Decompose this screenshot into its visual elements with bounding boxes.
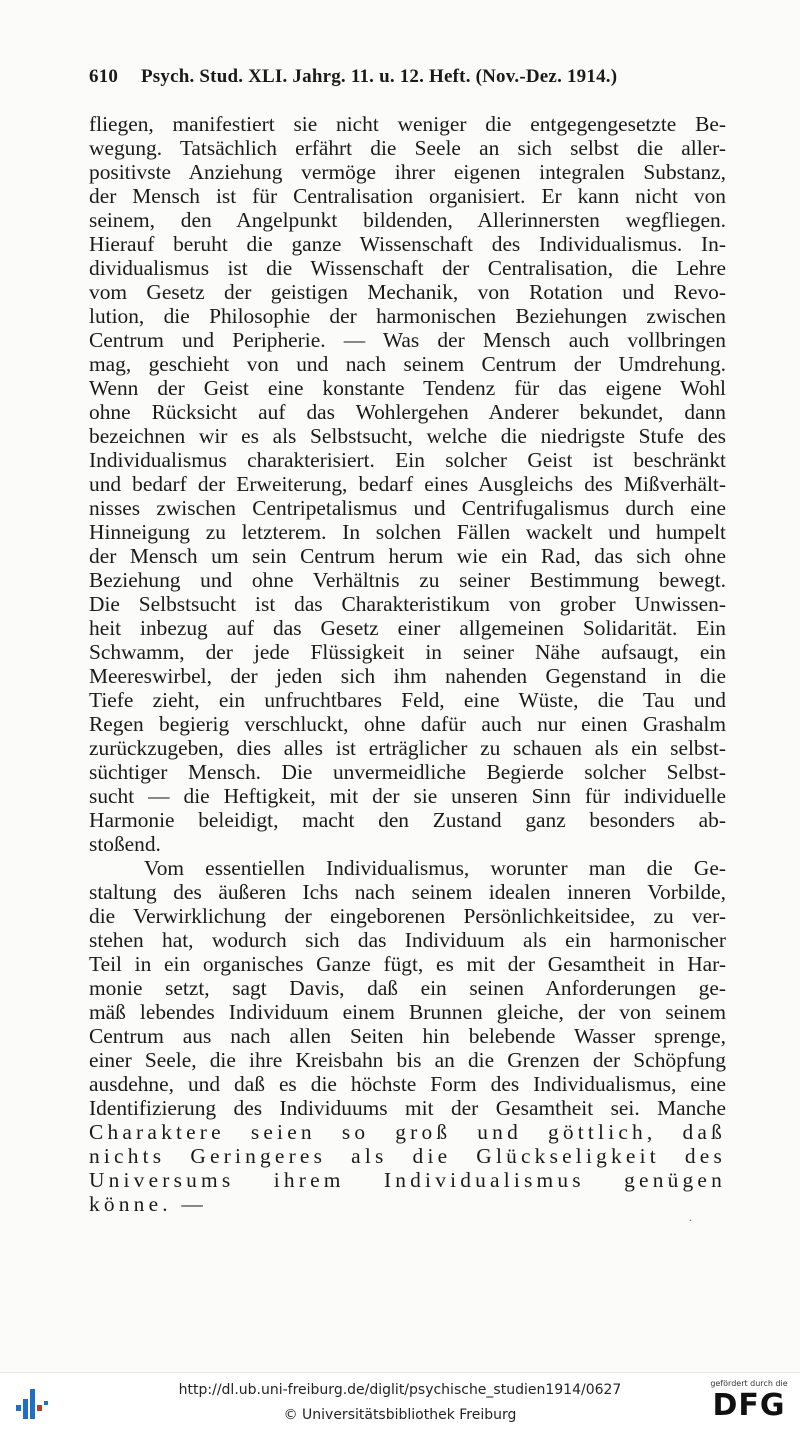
print-mark: . [689,1210,692,1224]
text-line: und bedarf der Erweiterung, bedarf eines Ausgleichs des Mißverhält- [89,472,726,496]
body-text [89,112,726,1216]
text-line: vom Gesetz der geistigen Mechanik, von Rotation und Revo- [89,280,726,304]
paragraph-end-line: stoßend. [89,832,161,856]
text-line: Die Selbstsucht ist das Charakteristikum von grober Unwissen- [89,592,726,616]
text-line: Hinneigung zu letzterem. In solchen Fällen wackelt und humpelt [89,520,726,544]
text-line: Harmonie beleidigt, macht den Zustand ganz besonders ab- [89,808,726,832]
text-line: fliegen, manifestiert sie nicht weniger die entgegengesetzte Be- [89,112,726,136]
running-header [89,66,726,88]
text-line: nisses zwischen Centripetalismus und Centrifugalismus durch eine [89,496,726,520]
text-line: Regen begierig verschluckt, ohne dafür auch nur einen Grashalm [89,712,726,736]
text-line: Tiefe zieht, ein unfruchtbares Feld, eine Wüste, die Tau und [89,688,726,712]
text-line: Wenn der Geist eine konstante Tendenz für das eigene Wohl [89,376,726,400]
text-line: heit inbezug auf das Gesetz einer allgemeinen Solidarität. Ein [89,616,726,640]
spaced-text-line: Charaktere seien so groß und göttlich, daß [89,1120,726,1144]
text-line: Hierauf beruht die ganze Wissenschaft des Individualismus. In- [89,232,726,256]
text-line: Meereswirbel, der jeden sich ihm nahenden Gegenstand in die [89,664,726,688]
running-title: Psych. Stud. XLI. Jahrg. 11. u. 12. Heft. (Nov.-Dez. 1914.) [141,66,618,87]
text-line: der Mensch ist für Centralisation organisiert. Er kann nicht von [89,184,726,208]
text-line: monie setzt, sagt Davis, daß ein seinen Anforderungen ge- [89,976,726,1000]
text-line: Teil in ein organisches Ganze fügt, es mit der Gesamtheit in Har- [89,952,726,976]
text-line: ausdehne, und daß es die höchste Form des Individualismus, eine [89,1072,726,1096]
text-line: einer Seele, die ihre Kreisbahn bis an die Grenzen der Schöpfung [89,1048,726,1072]
dfg-logo [706,1379,792,1425]
spaced-text-line: Universums ihrem Individualismus genügen [89,1168,726,1192]
text-line: bezeichnen wir es als Selbstsucht, welche die niedrigste Stufe des [89,424,726,448]
text-line: mäß lebendes Individuum einem Brunnen gleiche, der von seinem [89,1000,726,1024]
copyright-notice: © Universitätsbibliothek Freiburg [283,1407,517,1423]
text-line: dividualismus ist die Wissenschaft der Centralisation, die Lehre [89,256,726,280]
text-line: wegung. Tatsächlich erfährt die Seele an sich selbst die aller- [89,136,726,160]
text-line: lution, die Philosophie der harmonischen Beziehungen zwischen [89,304,726,328]
text-line: stehen hat, wodurch sich das Individuum als ein harmonischer [89,928,726,952]
text-line: ohne Rücksicht auf das Wohlergehen Anderer bekundet, dann [89,400,726,424]
text-line: die Verwirklichung der eingeborenen Persönlichkeitsidee, zu ver- [89,904,726,928]
text-line: zurückzugeben, dies alles ist erträglicher zu schauen als ein selbst- [89,736,726,760]
paragraph-start-line: Vom essentiellen Individualismus, worunter man die Ge- [144,856,726,880]
dfg-wordmark: DFG [712,1388,786,1423]
page-number: 610 [89,66,119,87]
dfg-funding-note: gefördert durch die [710,1379,788,1388]
text-line: Schwamm, der jede Flüssigkeit in seiner Nähe aufsaugt, ein [89,640,726,664]
text-line: mag, geschieht von und nach seinem Centrum der Umdrehung. [89,352,726,376]
text-line: seinem, den Angelpunkt bildenden, Allerinnersten wegfliegen. [89,208,726,232]
spaced-text-line: nichts Geringeres als die Glückseligkeit des [89,1144,726,1168]
text-line: Beziehung und ohne Verhältnis zu seiner Bestimmung bewegt. [89,568,726,592]
text-line: Centrum und Peripherie. — Was der Mensch auch vollbringen [89,328,726,352]
text-line: süchtiger Mensch. Die unvermeidliche Begierde solcher Selbst- [89,760,726,784]
viewer-footer [0,1372,800,1429]
text-line: Identifizierung des Individuums mit der Gesamtheit sei. Manche [89,1096,726,1120]
source-url-link[interactable]: http://dl.ub.uni-freiburg.de/diglit/psychische_studien1914/0627 [178,1382,622,1398]
spaced-text-line: könne. — [89,1192,207,1216]
text-line: sucht — die Heftigkeit, mit der sie unseren Sinn für individuelle [89,784,726,808]
text-line: Individualismus charakterisiert. Ein solcher Geist ist beschränkt [89,448,726,472]
text-line: positivste Anziehung vermöge ihrer eigenen integralen Substanz, [89,160,726,184]
text-line: der Mensch um sein Centrum herum wie ein Rad, das sich ohne [89,544,726,568]
text-line: Centrum aus nach allen Seiten hin belebende Wasser sprenge, [89,1024,726,1048]
text-line: staltung des äußeren Ichs nach seinem idealen inneren Vorbilde, [89,880,726,904]
